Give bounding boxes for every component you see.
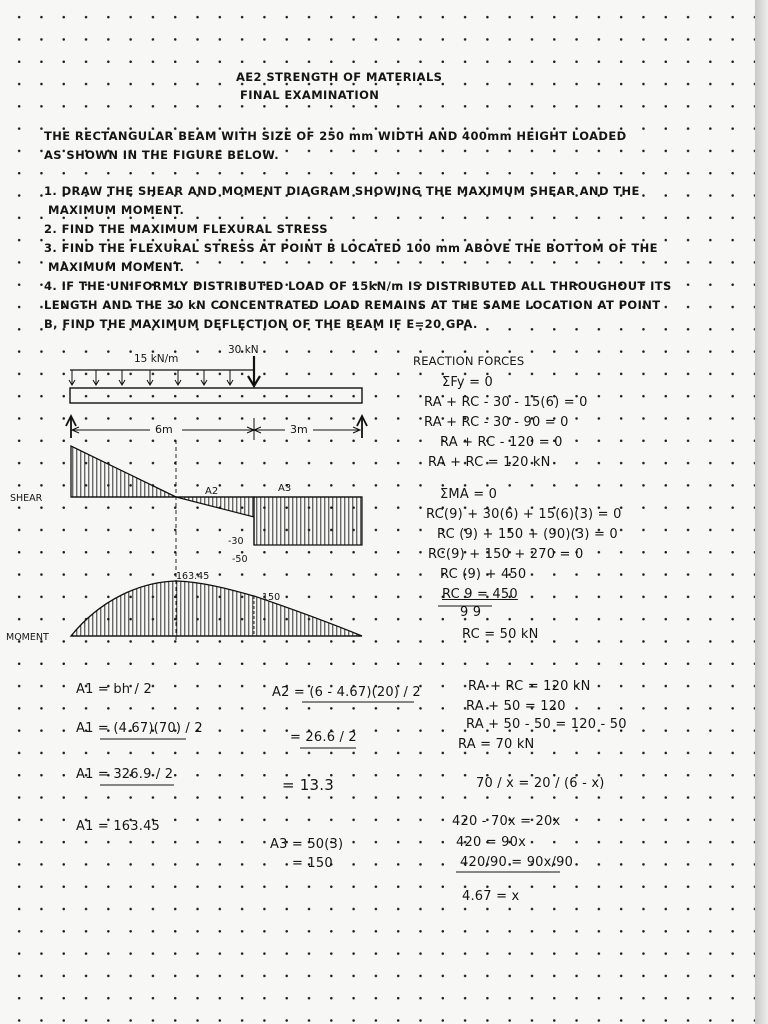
moment-eq-line: RC 9 = 450 [442,587,518,602]
reaction-line: RA + RC - 30 - 15(6) = 0 [424,395,588,410]
question-line: MAXIMUM MOMENT. [48,260,185,274]
moment-eq-line: RC(9) + 30(6) + 15(6)(3) = 0 [426,507,622,522]
a2-line: = 26.6 / 2 [290,730,357,745]
problem-intro-line: AS SHOWN IN THE FIGURE BELOW. [44,148,280,162]
reaction-line: RA + RC - 120 = 0 [440,435,563,450]
shear-area-a3-label: A3 [278,483,292,494]
moment-label: MOMENT [6,632,49,643]
a1-line: A1 = 163.45 [76,819,161,834]
triangle-line: 420/90 = 90x/90 [460,855,574,870]
dimension-left: 6m [155,423,173,436]
reaction-line: RA + RC - 30 - 90 = 0 [424,415,569,430]
udl-label: 15 kN/m [134,353,179,365]
reaction-forces-title: REACTION FORCES [413,354,525,368]
question-line: 4. IF THE UNIFORMLY DISTRIBUTED LOAD OF 15kN/m IS DISTRIBUTED ALL THROUGHOUT ITS [44,279,672,293]
ra-line: RA + 50 - 50 = 120 - 50 [466,717,627,732]
shear-value-minus-30: -30 [228,536,244,547]
dimension-right: 3m [290,423,308,436]
triangle-line: 70 / x = 20 / (6 - x) [476,776,605,791]
moment-peak-value: 163.45 [176,571,210,582]
triangle-line: 420 = 90x [456,835,527,850]
a3-line: A3 = 50(3) [270,837,344,852]
triangle-line: 420 - 70x = 20x [452,814,561,829]
question-line: LENGTH AND THE 30 kN CONCENTRATED LOAD REMAINS AT THE SAME LOCATION AT POINT [44,298,661,312]
a3-line: = 150 [292,856,333,871]
moment-eq-line: RC(9) + 150 + 270 = 0 [428,547,584,562]
moment-value-at-b: 150 [262,592,281,603]
a2-line: = 13.3 [282,776,334,794]
shear-value-minus-50: -50 [232,554,248,565]
moment-eq-line: ΣMA = 0 [440,487,498,502]
ra-line: RA + 50 = 120 [466,699,566,714]
question-line: 2. FIND THE MAXIMUM FLEXURAL STRESS [44,222,328,236]
question-line: 3. FIND THE FLEXURAL STRESS AT POINT B LOCATED 100 mm ABOVE THE BOTTOM OF THE [44,241,658,255]
question-line: 1. DRAW THE SHEAR AND MOMENT DIAGRAM SHOWING THE MAXIMUM SHEAR AND THE [44,184,640,198]
question-line: MAXIMUM MOMENT. [48,203,185,217]
a1-line: A1 = bh / 2 [76,682,152,697]
a1-line: A1 = 326.9 / 2 [76,767,174,782]
moment-eq-line: RC (9) + 150 + (90)(3) = 0 [437,527,618,542]
exam-title: FINAL EXAMINATION [240,88,380,102]
point-load-label: 30 kN [228,344,259,356]
problem-intro-line: THE RECTANGULAR BEAM WITH SIZE OF 250 mm WIDTH AND 400mm HEIGHT LOADED [44,129,627,143]
x-result: 4.67 = x [462,889,520,904]
reaction-line: RA + RC = 120 kN [428,455,551,470]
question-line: B, FIND THE MAXIMUM DEFLECTION OF THE BEAM IF E=20 GPA. [44,317,478,331]
course-title: AE2 STRENGTH OF MATERIALS [236,70,443,84]
moment-eq-line: RC (9) + 450 [440,567,527,582]
reaction-line: ΣFy = 0 [442,375,494,390]
shear-label: SHEAR [10,493,43,504]
moment-eq-line: 9 9 [460,605,482,620]
shear-area-a2-label: A2 [205,486,219,497]
a1-line: A1 = (4.67)(70) / 2 [76,721,203,736]
rc-result: RC = 50 kN [462,627,539,642]
a2-line: A2 = (6 - 4.67)(20) / 2 [272,685,421,700]
ra-result: RA = 70 kN [458,737,535,752]
ra-line: RA + RC = 120 kN [468,679,591,694]
